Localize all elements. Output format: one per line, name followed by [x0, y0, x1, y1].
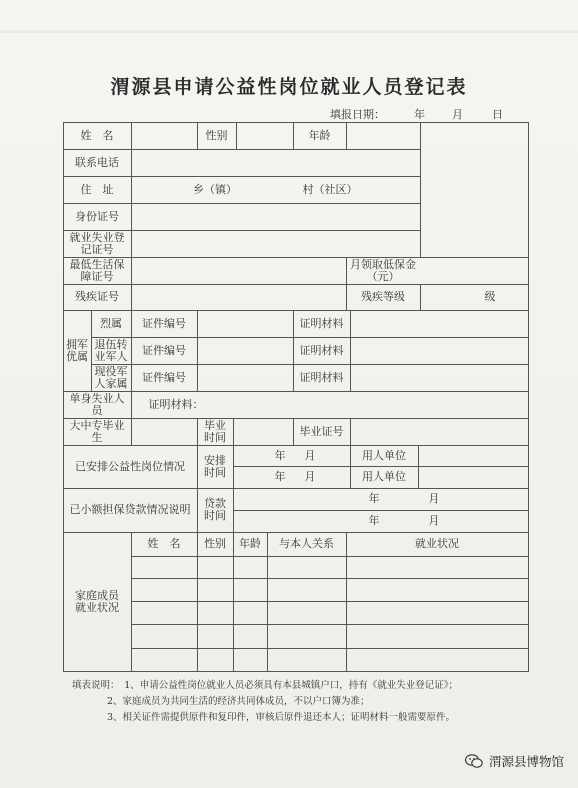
- v-line: [350, 310, 351, 391]
- label-age: 年龄: [308, 128, 331, 142]
- form-notes: [72, 678, 458, 726]
- watermark: [465, 752, 564, 770]
- label-serving-soldier-family: 现役军人家属: [94, 364, 128, 390]
- date-label: 填报日期：: [330, 108, 385, 121]
- label-month: 月: [428, 514, 440, 527]
- v-line: [420, 122, 421, 257]
- h-line: [131, 601, 528, 602]
- h-line: [131, 578, 528, 579]
- form-title: 渭源县申请公益性岗位就业人员登记表: [110, 76, 468, 98]
- date-year: 年: [414, 108, 425, 121]
- label-employer: 用人单位: [362, 448, 406, 462]
- label-cert-number: 证件编号: [142, 370, 186, 384]
- label-arrange-time: 安排时间: [204, 453, 226, 479]
- note-line: 2、家庭成员为共同生活的经济共同体成员，不以户口簿为准；: [107, 696, 370, 707]
- v-line: [197, 310, 198, 391]
- h-line: [63, 391, 528, 392]
- label-disability-level: 残疾等级: [361, 290, 405, 303]
- label-monthly-allowance: 月领取低保金（元）: [350, 257, 416, 283]
- date-month: 月: [452, 108, 463, 121]
- col-header-age: 年龄: [239, 537, 261, 550]
- label-proof-material: 证明材料: [299, 316, 344, 330]
- label-year: 年: [274, 448, 286, 462]
- label-level-unit: 级: [484, 290, 496, 303]
- v-line: [346, 122, 347, 149]
- label-gender: 性别: [205, 128, 228, 142]
- label-phone: 联系电话: [75, 155, 119, 169]
- label-employment-registration: 就业失业登记证号: [69, 230, 125, 256]
- label-graduation-time: 毕业时间: [204, 418, 226, 444]
- label-year: 年: [368, 514, 380, 527]
- h-line: [131, 648, 528, 649]
- h-line: [63, 284, 528, 285]
- label-loan-time: 贷款时间: [204, 497, 226, 522]
- h-line: [131, 624, 528, 625]
- wechat-icon: [465, 754, 483, 768]
- label-cert-number: 证件编号: [142, 343, 186, 357]
- label-address: 住 址: [80, 182, 114, 196]
- label-disability-number: 残疾证号: [75, 290, 119, 303]
- col-header-employment: 就业状况: [415, 537, 459, 550]
- label-employer: 用人单位: [362, 470, 406, 483]
- table-border-bottom: [63, 671, 529, 672]
- v-line: [197, 445, 198, 532]
- h-line: [63, 257, 528, 258]
- label-retired-soldier: 退伍转业军人: [94, 337, 128, 363]
- col-header-relation: 与本人关系: [279, 537, 334, 550]
- label-minimum-living-guarantee: 最低生活保障证号: [69, 257, 125, 283]
- label-military-family-group: 拥军优属: [66, 338, 88, 363]
- v-line: [131, 391, 132, 445]
- table-border-right: [528, 122, 529, 672]
- v-line: [233, 418, 234, 532]
- label-proof-material: 证明材料: [299, 370, 344, 384]
- h-line: [131, 556, 528, 557]
- label-placed-public-welfare: 已安排公益性岗位情况: [75, 459, 185, 473]
- label-proof-material-colon: 证明材料：: [148, 397, 204, 411]
- label-month: 月: [428, 492, 440, 505]
- label-proof-material: 证明材料: [299, 343, 344, 357]
- label-year: 年: [368, 492, 380, 505]
- label-year: 年: [274, 470, 286, 483]
- v-line: [418, 445, 419, 488]
- label-graduation-cert: 毕业证号: [299, 424, 344, 438]
- label-month: 月: [304, 448, 316, 462]
- label-loan-status: 已小额担保贷款情况说明: [69, 503, 191, 516]
- label-id-number: 身份证号: [75, 209, 119, 223]
- note-line: 填表说明： 1、申请公益性岗位就业人员必须具有本县城镇户口，持有《就业失业登记证》；: [72, 680, 459, 691]
- note-line: 3、相关证件需提供原件和复印件，审核后原件退还本人；证明材料一般需要原件。: [107, 712, 456, 723]
- watermark-text: 渭源县博物馆: [488, 754, 564, 769]
- label-college-graduate: 大中专毕业生: [69, 418, 125, 444]
- label-village: 村（社区）: [302, 182, 358, 196]
- col-header-gender: 性别: [204, 537, 226, 550]
- v-line: [197, 418, 198, 445]
- label-martyr-family: 烈属: [100, 316, 122, 330]
- paper-fold: [0, 30, 578, 33]
- date-day: 日: [492, 108, 503, 121]
- label-name: 姓 名: [80, 128, 114, 142]
- label-township: 乡（镇）: [193, 182, 237, 196]
- label-month: 月: [304, 470, 316, 483]
- v-line: [350, 418, 351, 445]
- label-family-employment: 家庭成员就业状况: [75, 589, 119, 614]
- v-line: [420, 284, 421, 310]
- label-cert-number: 证件编号: [142, 316, 186, 330]
- v-line: [236, 122, 237, 149]
- label-single-parent-unemployed: 单身失业人员: [69, 391, 125, 417]
- col-header-name: 姓 名: [147, 537, 181, 550]
